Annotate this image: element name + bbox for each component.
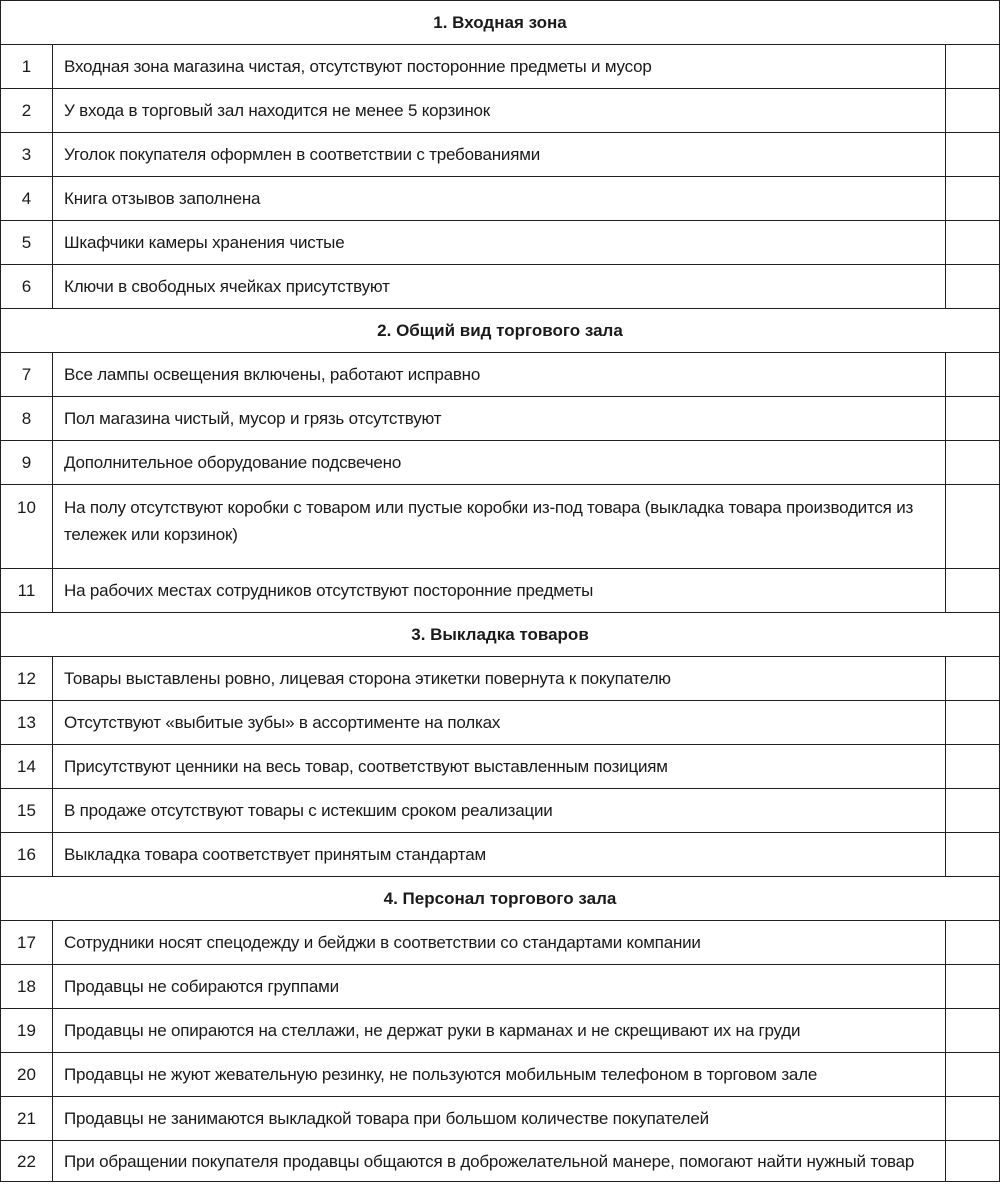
item-text: Продавцы не жуют жевательную резинку, не пользуются мобильным телефоном в торговом зале (53, 1053, 946, 1097)
checklist-row (1, 1097, 1000, 1141)
check-cell[interactable] (946, 1053, 1000, 1097)
check-cell[interactable] (946, 177, 1000, 221)
item-text: Пол магазина чистый, мусор и грязь отсутствуют (53, 397, 946, 441)
item-text: Сотрудники носят спецодежду и бейджи в соответствии со стандартами компании (53, 921, 946, 965)
checklist-row (1, 569, 1000, 613)
checklist-row (1, 789, 1000, 833)
check-cell[interactable] (946, 569, 1000, 613)
item-number: 11 (1, 569, 53, 613)
checklist-row (1, 353, 1000, 397)
check-cell[interactable] (946, 1141, 1000, 1182)
item-number: 6 (1, 265, 53, 309)
item-number: 18 (1, 965, 53, 1009)
checklist-row (1, 833, 1000, 877)
checklist-row (1, 485, 1000, 569)
check-cell[interactable] (946, 833, 1000, 877)
check-cell[interactable] (946, 1097, 1000, 1141)
item-text: Отсутствуют «выбитые зубы» в ассортименте на полках (53, 701, 946, 745)
item-number: 2 (1, 89, 53, 133)
item-text: У входа в торговый зал находится не менее 5 корзинок (53, 89, 946, 133)
item-number: 14 (1, 745, 53, 789)
checklist-row (1, 657, 1000, 701)
item-text: Продавцы не занимаются выкладкой товара при большом количестве покупателей (53, 1097, 946, 1141)
check-cell[interactable] (946, 89, 1000, 133)
section-title: 1. Входная зона (1, 1, 1000, 45)
checklist-row (1, 89, 1000, 133)
section-header (1, 1, 1000, 45)
item-text: Книга отзывов заполнена (53, 177, 946, 221)
check-cell[interactable] (946, 789, 1000, 833)
item-text: Присутствуют ценники на весь товар, соответствуют выставленным позициям (53, 745, 946, 789)
item-text: Уголок покупателя оформлен в соответствии с требованиями (53, 133, 946, 177)
item-number: 7 (1, 353, 53, 397)
checklist-row (1, 701, 1000, 745)
item-text: Выкладка товара соответствует принятым стандартам (53, 833, 946, 877)
item-text: Все лампы освещения включены, работают исправно (53, 353, 946, 397)
checklist-row (1, 397, 1000, 441)
item-number: 19 (1, 1009, 53, 1053)
check-cell[interactable] (946, 221, 1000, 265)
check-cell[interactable] (946, 965, 1000, 1009)
check-cell[interactable] (946, 353, 1000, 397)
check-cell[interactable] (946, 745, 1000, 789)
checklist-row (1, 441, 1000, 485)
item-number: 3 (1, 133, 53, 177)
item-number: 13 (1, 701, 53, 745)
item-number: 4 (1, 177, 53, 221)
section-title: 3. Выкладка товаров (1, 613, 1000, 657)
section-title: 2. Общий вид торгового зала (1, 309, 1000, 353)
checklist-row (1, 45, 1000, 89)
item-text: Ключи в свободных ячейках присутствуют (53, 265, 946, 309)
item-text: Дополнительное оборудование подсвечено (53, 441, 946, 485)
item-number: 17 (1, 921, 53, 965)
check-cell[interactable] (946, 657, 1000, 701)
item-text: Продавцы не собираются группами (53, 965, 946, 1009)
check-cell[interactable] (946, 397, 1000, 441)
item-text: Входная зона магазина чистая, отсутствуют посторонние предметы и мусор (53, 45, 946, 89)
item-text: В продаже отсутствуют товары с истекшим сроком реализации (53, 789, 946, 833)
item-number: 5 (1, 221, 53, 265)
checklist-row (1, 221, 1000, 265)
item-number: 9 (1, 441, 53, 485)
check-cell[interactable] (946, 441, 1000, 485)
item-text: При обращении покупателя продавцы общаются в доброжелательной манере, помогают найти нужный товар (53, 1141, 946, 1182)
checklist-row (1, 1053, 1000, 1097)
check-cell[interactable] (946, 133, 1000, 177)
checklist-row (1, 921, 1000, 965)
item-number: 22 (1, 1141, 53, 1182)
section-header (1, 309, 1000, 353)
item-number: 8 (1, 397, 53, 441)
check-cell[interactable] (946, 45, 1000, 89)
item-number: 21 (1, 1097, 53, 1141)
item-number: 10 (1, 485, 53, 569)
checklist-row (1, 265, 1000, 309)
checklist-row (1, 177, 1000, 221)
item-number: 15 (1, 789, 53, 833)
check-cell[interactable] (946, 921, 1000, 965)
item-text: Продавцы не опираются на стеллажи, не держат руки в карманах и не скрещивают их на груди (53, 1009, 946, 1053)
section-title: 4. Персонал торгового зала (1, 877, 1000, 921)
section-header (1, 613, 1000, 657)
item-number: 1 (1, 45, 53, 89)
item-text: Товары выставлены ровно, лицевая сторона этикетки повернута к покупателю (53, 657, 946, 701)
check-cell[interactable] (946, 265, 1000, 309)
check-cell[interactable] (946, 701, 1000, 745)
checklist-row (1, 745, 1000, 789)
item-text: На рабочих местах сотрудников отсутствуют посторонние предметы (53, 569, 946, 613)
checklist-row (1, 1141, 1000, 1182)
item-number: 20 (1, 1053, 53, 1097)
checklist-row (1, 965, 1000, 1009)
item-number: 12 (1, 657, 53, 701)
item-number: 16 (1, 833, 53, 877)
item-text: На полу отсутствуют коробки с товаром или пустые коробки из-под товара (выкладка товара производится из тележек или корзинок) (53, 485, 946, 569)
item-text: Шкафчики камеры хранения чистые (53, 221, 946, 265)
check-cell[interactable] (946, 485, 1000, 569)
checklist-row (1, 133, 1000, 177)
checklist-row (1, 1009, 1000, 1053)
section-header (1, 877, 1000, 921)
check-cell[interactable] (946, 1009, 1000, 1053)
